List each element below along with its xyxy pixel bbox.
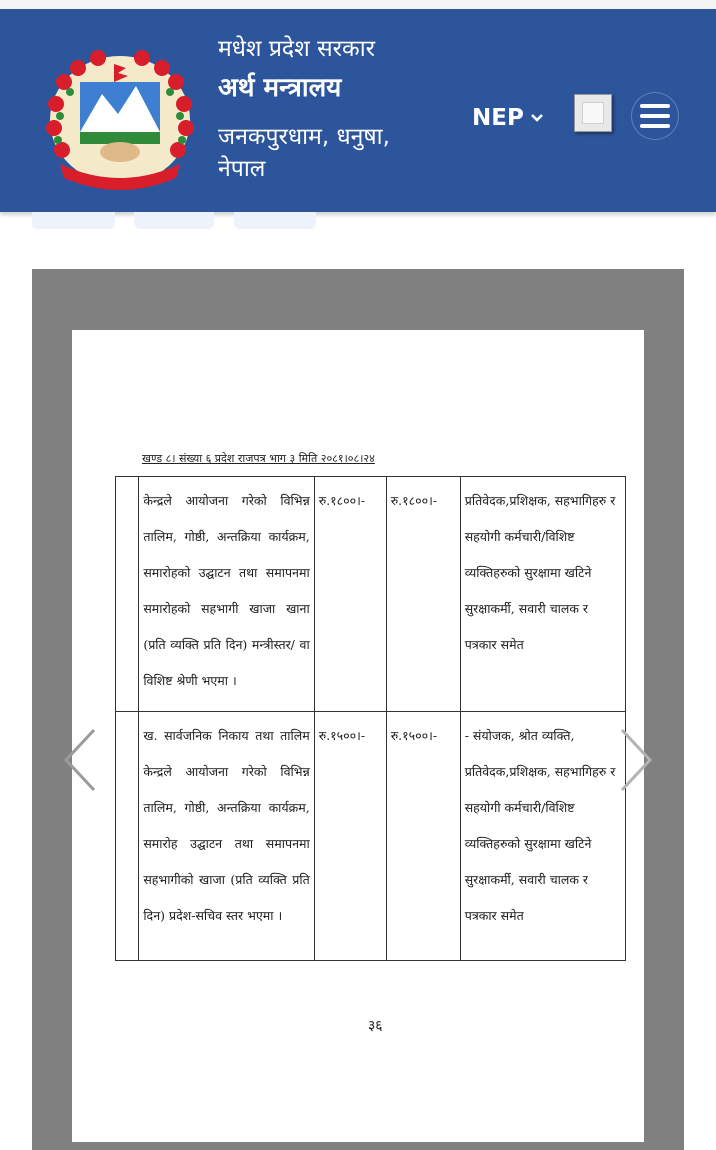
chevron-down-icon	[530, 113, 544, 123]
applicable-cell: प्रतिवेदक,प्रशिक्षक, सहभागिहरु र सहयोगी कर्मचारी/विशिष्ट व्यक्तिहरुको सुरक्षामा खटिने सुरक्षाकर्मी, सवारी चालक र पत्रकार समेत	[460, 477, 625, 712]
nav-tab-placeholder[interactable]	[32, 212, 115, 229]
table-row	[116, 477, 626, 712]
rate-cell: रु.१५००।-	[386, 712, 460, 961]
checkbox-icon	[582, 102, 604, 124]
nepal-emblem-icon[interactable]	[40, 42, 200, 192]
table-cell	[116, 712, 139, 961]
menu-line	[640, 114, 670, 118]
rate-cell: रु.१८००।-	[314, 477, 386, 712]
contrast-toggle-button[interactable]	[574, 94, 612, 132]
nav-tab-placeholder[interactable]	[134, 212, 214, 229]
rate-cell: रु.१८००।-	[386, 477, 460, 712]
gazette-heading: खण्ड ८। संख्या ६ प्रदेश राजपत्र भाग ३ मिति २०८१।०८।२४	[142, 452, 375, 465]
applicable-cell: - संयोजक, श्रोत व्यक्ति, प्रतिवेदक,प्रशिक्षक, सहभागिहरु र सहयोगी कर्मचारी/विशिष्ट व्यक्तिहरुको सुरक्षामा खटिने सुरक्षाकर्मी, सवारी चालक र पत्रकार समेत	[460, 712, 625, 961]
language-selector[interactable]	[472, 105, 544, 131]
description-cell: केन्द्रले आयोजना गरेको विभिन्न तालिम, गोष्ठी, अन्तक्रिया कार्यक्रम, समारोहको उद्घाटन तथा समापनमा समारोहको सहभागी खाजा खाना (प्रति व्यक्ति प्रति दिन) मन्त्रीस्तर/ वा विशिष्ट श्रेणी भएमा ।	[139, 477, 314, 712]
chevron-right-icon[interactable]	[616, 726, 656, 794]
site-header	[0, 9, 716, 212]
chevron-left-icon[interactable]	[60, 726, 100, 794]
location-text: जनकपुरधाम, धनुषा, नेपाल	[218, 124, 390, 182]
description-cell: ख. सार्वजनिक निकाय तथा तालिम केन्द्रले आयोजना गरेको विभिन्न तालिम, गोष्ठी, अन्तक्रिया कार्यक्रम, समारोह उद्घाटन तथा समापनमा सहभागीको खाजा (प्रति व्यक्ति प्रति दिन) प्रदेश-सचिव स्तर भएमा ।	[139, 712, 314, 961]
ministry-name: अर्थ मन्त्रालय	[218, 73, 342, 103]
language-label: NEP	[472, 105, 524, 131]
nav-tab-placeholder[interactable]	[234, 212, 316, 229]
allowance-table	[115, 476, 626, 961]
table-cell	[116, 477, 139, 712]
hamburger-menu-icon[interactable]	[632, 93, 678, 139]
government-title: मधेश प्रदेश सरकार	[218, 36, 376, 62]
top-strip	[0, 0, 716, 9]
rate-cell: रु.१५००।-	[314, 712, 386, 961]
page-number: ३६	[368, 1018, 383, 1034]
menu-line	[640, 124, 670, 128]
menu-line	[640, 104, 670, 108]
table-row	[116, 712, 626, 961]
